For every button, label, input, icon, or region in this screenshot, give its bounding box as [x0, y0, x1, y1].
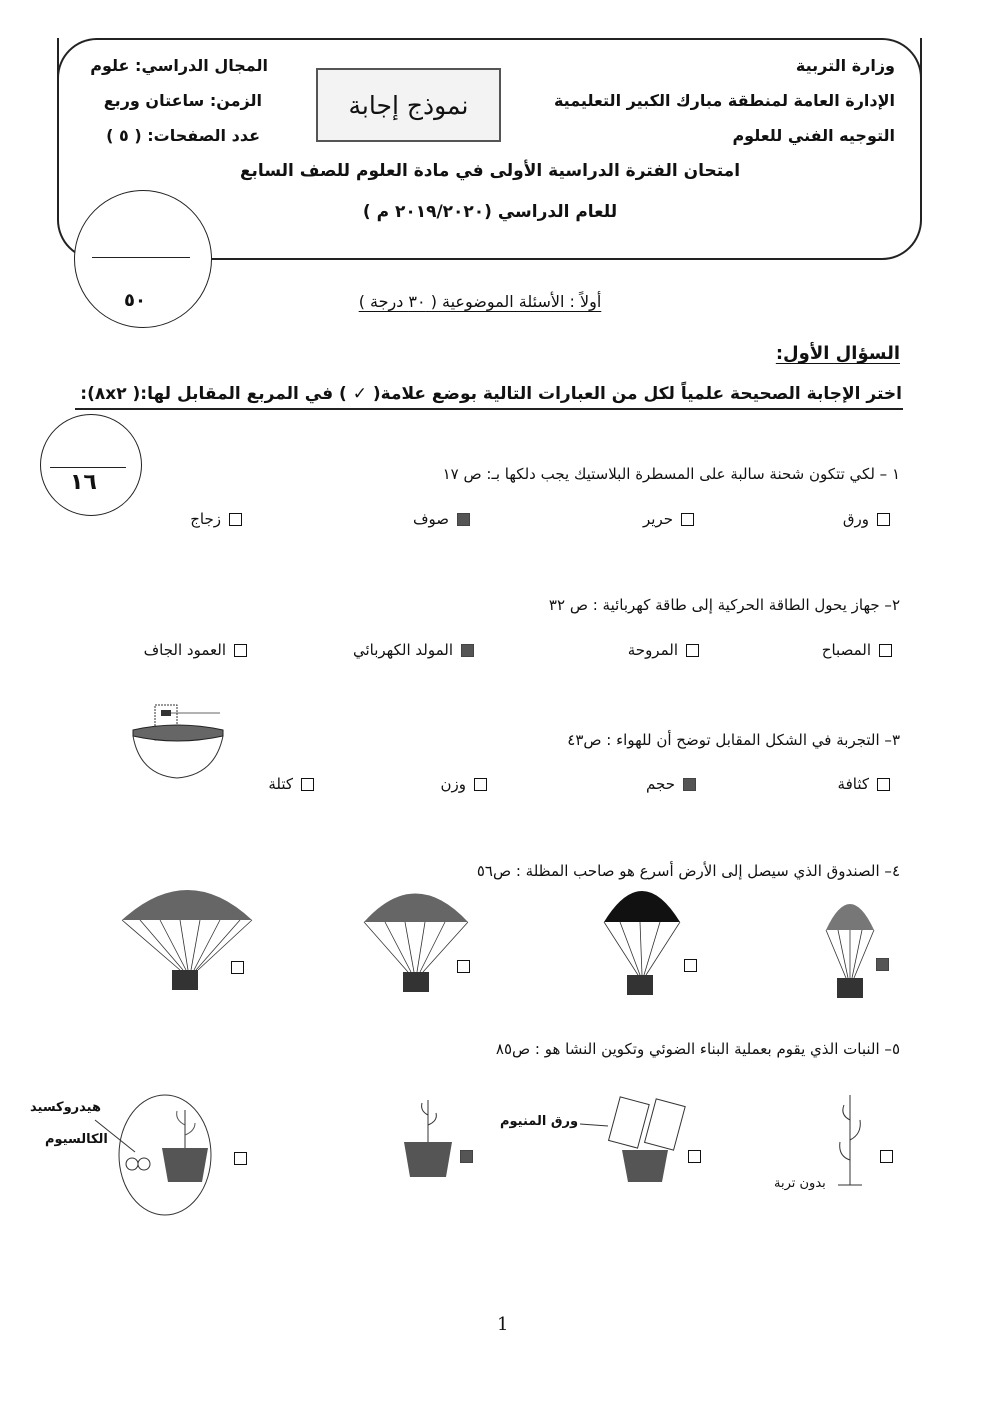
q3-option-3[interactable] — [440, 775, 487, 793]
parachute-large-icon — [122, 890, 252, 990]
q1-option-3[interactable] — [413, 510, 470, 528]
q2-option-1[interactable] — [822, 641, 892, 659]
option-label: صوف — [412, 510, 449, 528]
parachute-dark-icon — [604, 891, 680, 995]
checkbox[interactable] — [681, 513, 694, 526]
checkbox-checked[interactable] — [461, 644, 474, 657]
checkbox[interactable] — [301, 778, 314, 791]
checkbox[interactable] — [879, 644, 892, 657]
q3-option-4[interactable] — [268, 775, 314, 793]
checkbox[interactable] — [229, 513, 242, 526]
option-label: حجم — [646, 775, 675, 793]
q4-option-4-checkbox[interactable] — [231, 961, 244, 974]
stamp-text: نموذج إجابة — [348, 90, 469, 120]
checkbox-checked[interactable] — [683, 778, 696, 791]
directorate: الإدارة العامة لمنطقة مبارك الكبير التعليمية — [553, 91, 895, 110]
parachutes-figure — [0, 880, 992, 1000]
option-label: المروحة — [627, 641, 678, 659]
option-label: كتلة — [268, 775, 293, 793]
option-label: المولد الكهربائي — [352, 641, 453, 659]
hydroxide-label-2: الكالسيوم — [45, 1132, 108, 1147]
option-label: زجاج — [190, 510, 221, 528]
option-label: العمود الجاف — [143, 641, 226, 659]
question-score: ١٦ — [70, 470, 97, 495]
no-soil-label: بدون تربة — [774, 1176, 826, 1191]
question-4-text: ٤– الصندوق الذي سيصل إلى الأرض أسرع هو صاحب المظلة : ص٥٦ — [476, 862, 900, 880]
answer-key-stamp — [316, 68, 501, 142]
q5-option-3-checkbox-checked[interactable] — [460, 1150, 473, 1163]
question-3-text: ٣– التجربة في الشكل المقابل توضح أن للهواء : ص٤٣ — [567, 731, 900, 749]
question-1-text: ١ – لكي تتكون شحنة سالبة على المسطرة البلاستيك يجب دلكها بـ: ص ١٧ — [442, 465, 900, 483]
section-title-text: أولاً : الأسئلة الموضوعية ( ٣٠ درجة ) — [358, 292, 602, 311]
option-label: كثافة — [837, 775, 869, 793]
checkbox-checked[interactable] — [457, 513, 470, 526]
score-line — [50, 467, 126, 468]
q5-option-1-checkbox[interactable] — [880, 1150, 893, 1163]
section-title — [0, 292, 960, 311]
supervision: التوجيه الفني للعلوم — [732, 126, 895, 145]
plant-no-soil-icon — [838, 1095, 862, 1185]
q3-option-2[interactable] — [646, 775, 696, 793]
q1-option-2[interactable] — [643, 510, 694, 528]
q1-option-1[interactable] — [843, 510, 890, 528]
checkbox[interactable] — [877, 778, 890, 791]
plant-calcium-hydroxide-icon — [95, 1095, 211, 1215]
page-number: 1 — [497, 1314, 509, 1335]
ministry: وزارة التربية — [795, 56, 895, 75]
q5-option-4-checkbox[interactable] — [234, 1152, 247, 1165]
checkbox[interactable] — [474, 778, 487, 791]
checkbox[interactable] — [686, 644, 699, 657]
pages: عدد الصفحات: ( ٥ ) — [106, 126, 260, 145]
instruction: اختر الإجابة الصحيحة علمياً لكل من العبارات التالية بوضع علامة( ✓ ) في المربع المقابل لها:( ٨x٢): — [80, 384, 902, 404]
parachute-small-icon — [826, 904, 874, 998]
q4-option-3-checkbox[interactable] — [457, 960, 470, 973]
question-5-text: ٥– النبات الذي يقوم بعملية البناء الضوئي وتكوين النشا هو : ص٨٥ — [495, 1040, 900, 1058]
question-2-text: ٢– جهاز يحول الطاقة الحركية إلى طاقة كهربائية : ص ٣٢ — [548, 596, 900, 614]
option-label: حرير — [643, 510, 673, 528]
q3-option-1[interactable] — [838, 775, 890, 793]
score-line — [92, 257, 190, 258]
plants-figure — [0, 1080, 992, 1220]
question-title-text: السؤال الأول: — [775, 343, 900, 364]
q4-option-1-checkbox-checked[interactable] — [876, 958, 889, 971]
total-score: ٥٠ — [124, 290, 146, 311]
q2-option-3[interactable] — [353, 641, 474, 659]
checkbox[interactable] — [877, 513, 890, 526]
air-volume-experiment-figure — [125, 700, 230, 780]
question-title — [776, 343, 900, 364]
q2-option-2[interactable] — [628, 641, 699, 659]
academic-year: للعام الدراسي (٢٠١٩/٢٠٢٠ م ) — [362, 202, 618, 222]
time: الزمن: ساعتان وربع — [103, 91, 262, 110]
foil-label: ورق المنيوم — [500, 1114, 579, 1129]
plant-foil-icon — [580, 1097, 685, 1182]
option-label: ورق — [842, 510, 869, 528]
hydroxide-label-1: هيدروكسيد — [30, 1100, 101, 1115]
option-label: المصباح — [821, 641, 871, 659]
instruction-underline — [75, 408, 903, 410]
checkbox[interactable] — [234, 644, 247, 657]
q5-option-2-checkbox[interactable] — [688, 1150, 701, 1163]
option-label: وزن — [440, 775, 466, 793]
q4-option-2-checkbox[interactable] — [684, 959, 697, 972]
plant-potted-icon — [404, 1100, 452, 1177]
question-score-circle — [40, 414, 142, 516]
q1-option-4[interactable] — [190, 510, 242, 528]
parachute-medium-icon — [364, 894, 468, 993]
exam-title: امتحان الفترة الدراسية الأولى في مادة العلوم للصف السابع — [239, 161, 741, 181]
subject: المجال الدراسي: علوم — [90, 56, 268, 75]
q2-option-4[interactable] — [144, 641, 247, 659]
